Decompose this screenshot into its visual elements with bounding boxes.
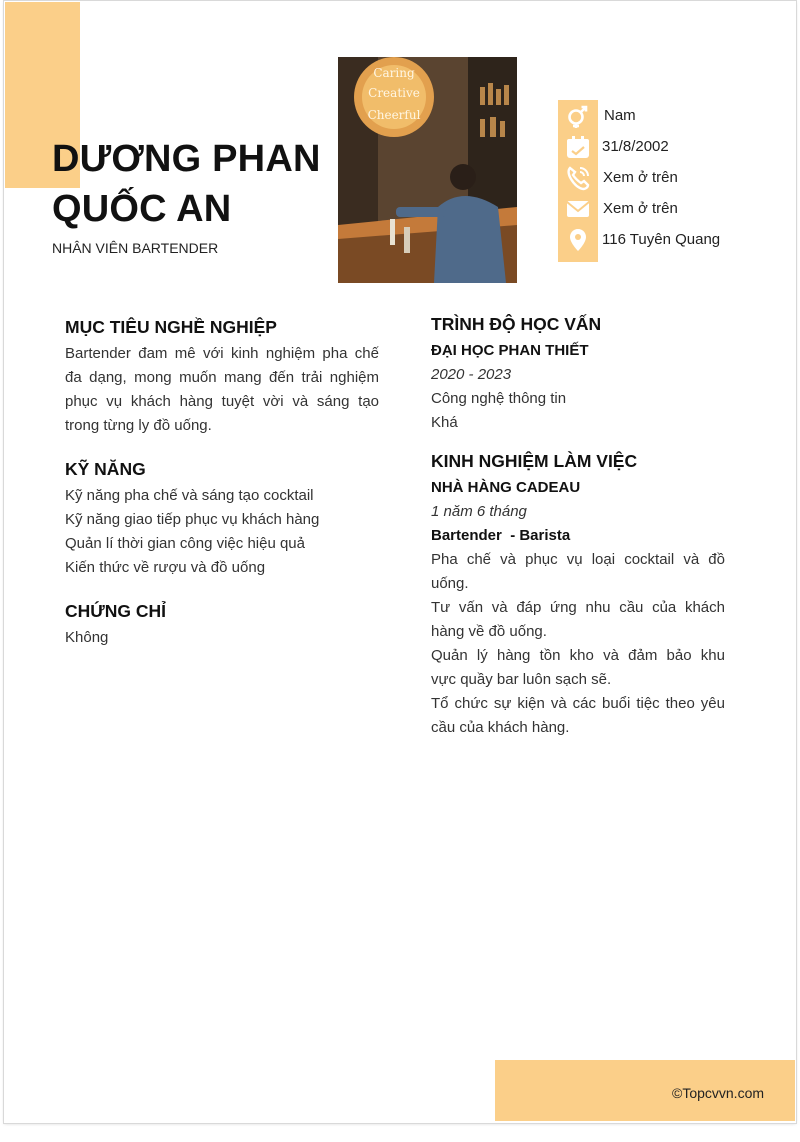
contact-phone: Xem ở trên: [603, 169, 678, 186]
education-grade: Khá: [431, 414, 458, 431]
full-name-line1: DƯƠNG PHAN: [52, 138, 321, 180]
phone-icon: [564, 164, 592, 192]
experience-line: Quản lý hàng tồn kho và đảm bảo khu: [431, 647, 725, 664]
experience-line: Pha chế và phục vụ loại cocktail và đồ: [431, 551, 725, 568]
skill-item: Kỹ năng giao tiếp phục vụ khách hàng: [65, 511, 320, 528]
experience-line: hàng về đồ uống.: [431, 623, 547, 640]
objective-line: đa dạng, mong muốn mang đến trải nghiệm: [65, 369, 379, 386]
contact-gender: Nam: [604, 107, 636, 124]
objective-title: MỤC TIÊU NGHỀ NGHIỆP: [65, 317, 277, 337]
experience-line: cầu của khách hàng.: [431, 719, 570, 736]
objective-line: trong từng ly đồ uống.: [65, 417, 212, 434]
profile-photo: [338, 57, 517, 283]
profile-photo-illustration: [338, 57, 517, 283]
email-icon: [564, 195, 592, 223]
name-block: [52, 134, 332, 256]
skills-list: [65, 484, 385, 580]
location-icon: [564, 226, 592, 254]
certificates-title: CHỨNG CHỈ: [65, 601, 167, 621]
experience-duration: 1 năm 6 tháng: [431, 503, 527, 520]
certificates-value: Không: [65, 629, 109, 646]
contact-birthdate: 31/8/2002: [602, 138, 669, 155]
school-name: ĐẠI HỌC PHAN THIẾT: [431, 342, 589, 359]
experience-details: [431, 476, 725, 740]
education-major: Công nghệ thông tin: [431, 390, 567, 407]
experience-line: Tổ chức sự kiện và các buổi tiệc theo yêu: [431, 695, 725, 712]
experience-position: Bartender - Barista: [431, 527, 571, 544]
sign-text-1: Caring: [373, 66, 415, 80]
education-details: [431, 339, 725, 435]
skills-title: KỸ NĂNG: [65, 459, 146, 479]
contact-address: 116 Tuyên Quang: [602, 231, 721, 248]
contact-icon-column: [558, 100, 598, 262]
skill-item: Kiến thức về rượu và đồ uống: [65, 559, 266, 576]
company-name: NHÀ HÀNG CADEAU: [431, 479, 581, 496]
contact-email: Xem ở trên: [603, 200, 678, 217]
objective-text: [65, 342, 379, 438]
experience-line: vực quầy bar luôn sạch sẽ.: [431, 671, 612, 688]
skill-item: Quản lí thời gian công việc hiệu quả: [65, 535, 305, 552]
objective-line: Bartender đam mê với kinh nghiệm pha chế: [65, 345, 379, 362]
sign-text-2: Creative: [368, 86, 420, 100]
gender-icon: [564, 102, 592, 130]
experience-title: KINH NGHIỆM LÀM VIỆC: [431, 451, 638, 471]
calendar-icon: [564, 133, 592, 161]
education-period: 2020 - 2023: [431, 366, 512, 383]
experience-line: Tư vấn và đáp ứng nhu cầu của khách: [431, 599, 725, 616]
sign-text-3: Cheerful: [367, 108, 421, 122]
skill-item: Kỹ năng pha chế và sáng tạo cocktail: [65, 487, 314, 504]
job-title: NHÂN VIÊN BARTENDER: [52, 240, 219, 256]
full-name-line2: QUỐC AN: [52, 188, 232, 230]
footer-credit: ©Topcvvn.com: [672, 1085, 765, 1101]
education-title: TRÌNH ĐỘ HỌC VẤN: [431, 314, 602, 334]
objective-line: phục vụ khách hàng tuyệt vời và sáng tạo: [65, 393, 379, 410]
experience-line: uống.: [431, 575, 469, 592]
